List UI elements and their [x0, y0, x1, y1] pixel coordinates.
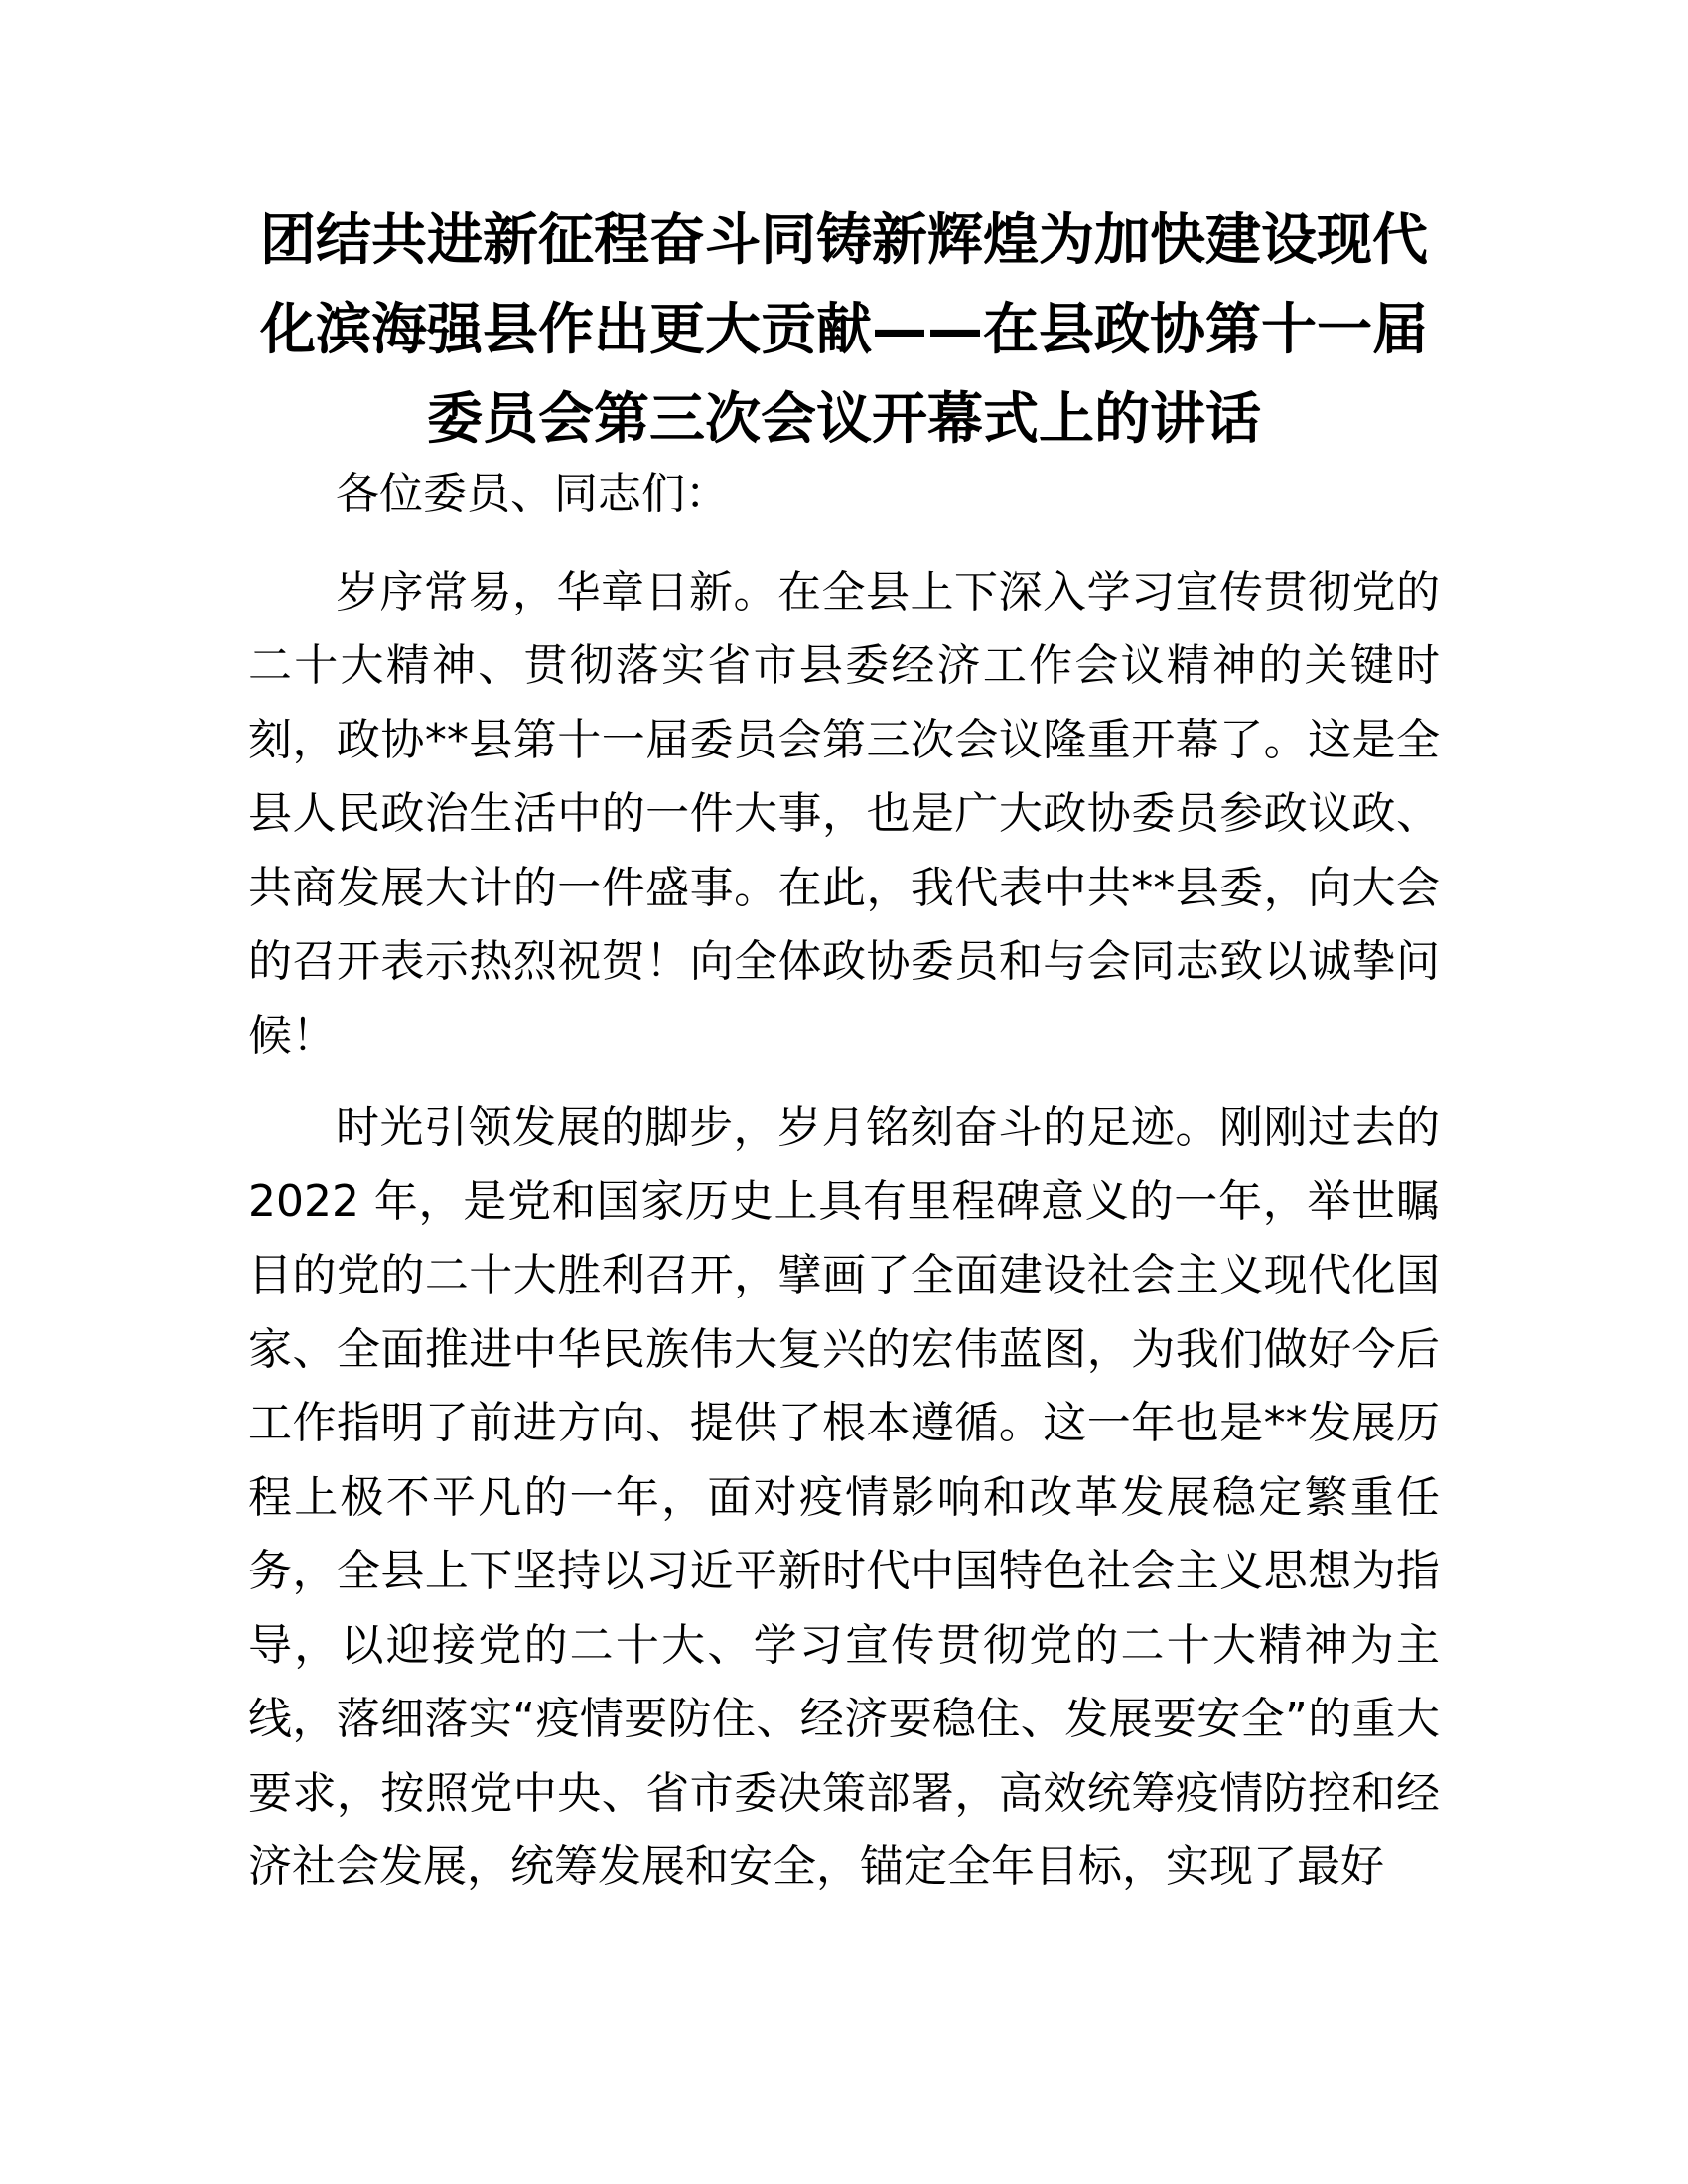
greeting: 各位委员、同志们：	[336, 469, 729, 519]
paragraph: 岁序常易，华章日新。在全县上下深入学习宣传贯彻党的二十大精神、贯彻落实省市县委经济工作会议精神的关键时刻，政协**县第十一届委员会第三次会议隆重开幕了。这是全县人民政治生活中的一件大事，也是广大政协委员参政议政、共商发展大计的一件盛事。在此，我代表中共**县委，向大会的召开表示热烈祝贺！向全体政协委员和与会同志致以诚挚问候！	[248, 566, 1440, 1061]
document-body	[248, 458, 1440, 1923]
document-title: 团结共进新征程奋斗同铸新辉煌为加快建设现代化滨海强县作出更大贡献——在县政协第十一届委员会第三次会议开幕式上的讲话	[260, 208, 1428, 452]
paragraph: 时光引领发展的脚步，岁月铭刻奋斗的足迹。刚刚过去的 2022 年，是党和国家历史上具有里程碑意义的一年，举世瞩目的党的二十大胜利召开，擘画了全面建设社会主义现代化国家、全面推进中华民族伟大复兴的宏伟蓝图，为我们做好今后工作指明了前进方向、提供了根本遵循。这一年也是**发展历程上极不平凡的一年，面对疫情影响和改革发展稳定繁重任务，全县上下坚持以习近平新时代中国特色社会主义思想为指导，以迎接党的二十大、学习宣传贯彻党的二十大精神为主线，落细落实“疫情要防住、经济要稳住、发展要安全”的重大要求，按照党中央、省市委决策部署，高效统筹疫情防控和经济社会发展，统筹发展和安全，锚定全年目标，实现了最好	[248, 1102, 1440, 1892]
